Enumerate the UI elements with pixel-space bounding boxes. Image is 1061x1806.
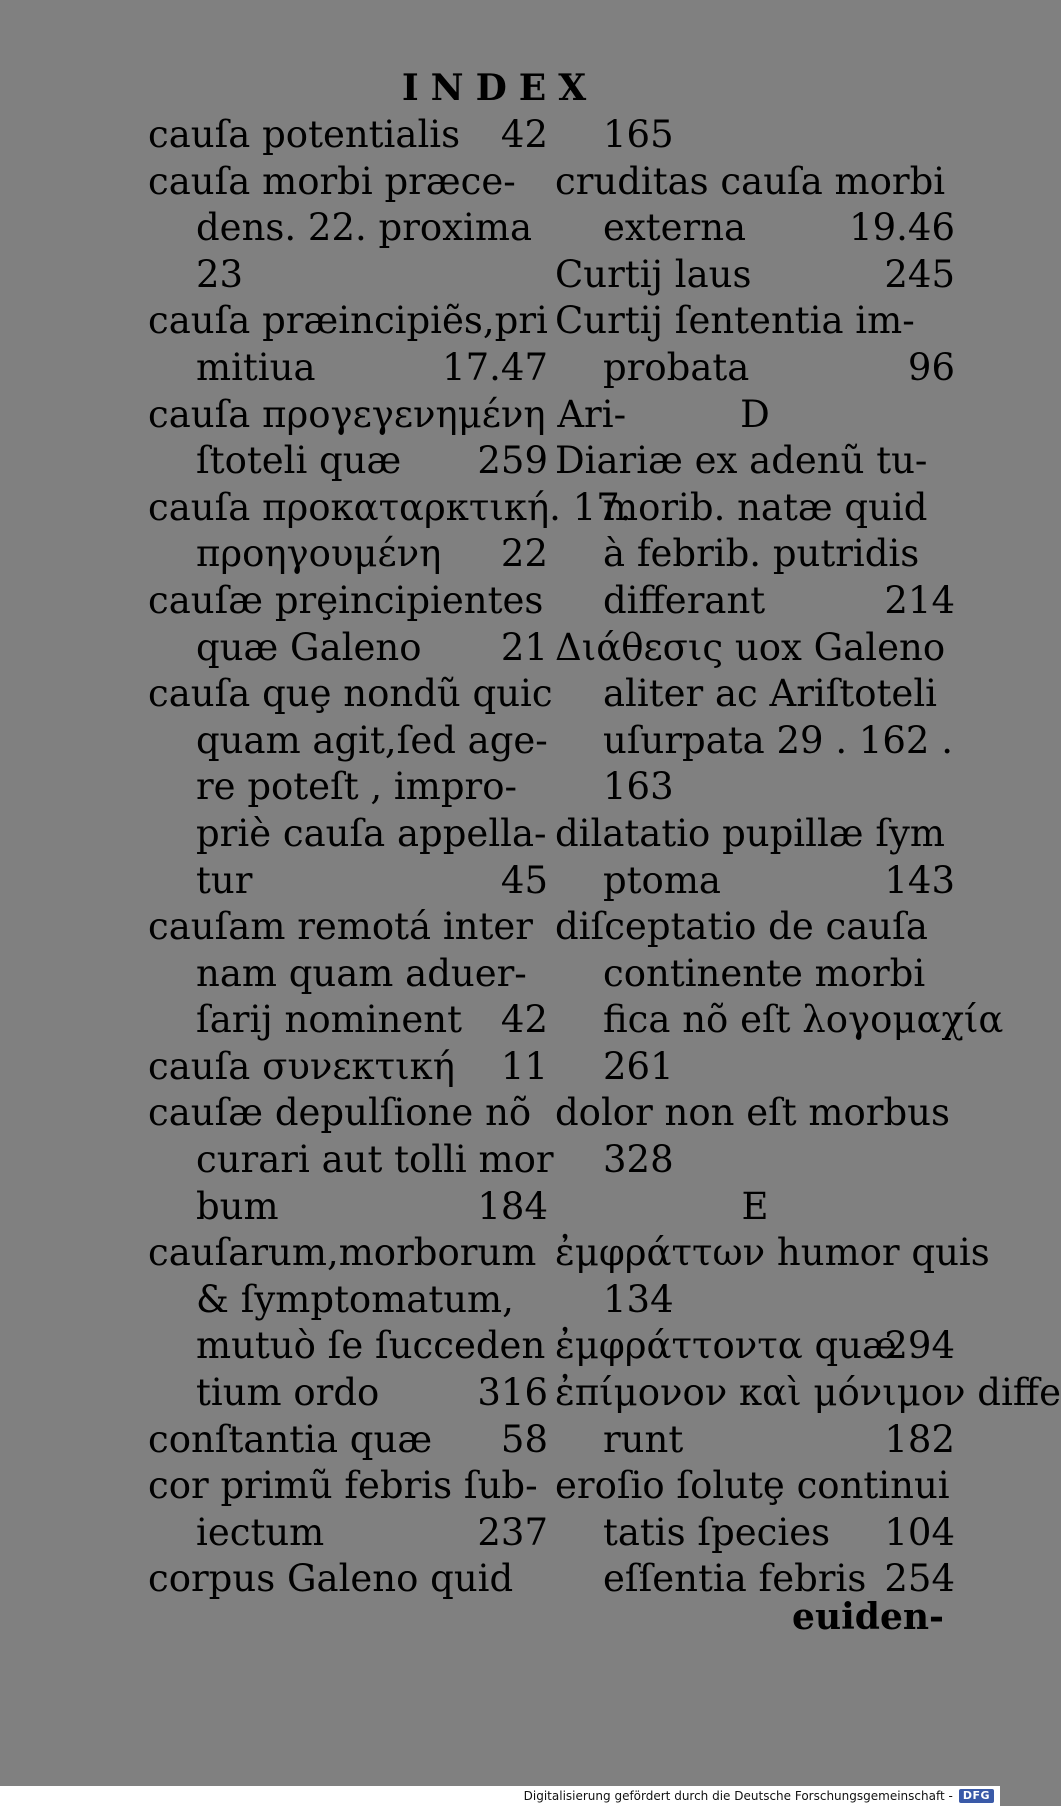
index-entry-text: uſurpata 29 . 162 . [603, 718, 953, 762]
index-entry-text: cauſæ prȩincipientes [148, 578, 544, 622]
index-entry-line [148, 205, 548, 252]
index-entry-line [148, 1556, 548, 1603]
index-entry-text: ἐμφράττοντα quæ [555, 1324, 897, 1368]
index-entry-text: ἐμφράττων humor quis [555, 1231, 990, 1275]
index-entry-text: dolor non eſt morbus [555, 1091, 950, 1135]
page-reference: 214 [884, 578, 955, 622]
index-entry-text: Diariæ ex adenũ tu- [555, 439, 928, 483]
index-entry-text: D [740, 392, 770, 436]
index-entry-line [148, 997, 548, 1044]
index-entry-line [148, 531, 548, 578]
page-reference: 104 [884, 1510, 955, 1554]
digitization-footer [0, 1786, 1000, 1806]
page-reference: 182 [884, 1417, 955, 1461]
index-entry-line [148, 159, 548, 206]
index-entry-line [555, 671, 955, 718]
page-reference: 96 [907, 345, 955, 389]
index-entry-line [148, 1370, 548, 1417]
index-entry-line [148, 1044, 548, 1091]
page-header: INDEX [401, 67, 599, 109]
index-entry-line [555, 205, 955, 252]
index-entry-text: cauſam remotá inter [148, 905, 533, 949]
index-entry-text: fica nõ eſt λογομαχία [603, 998, 1004, 1042]
index-entry-text: aliter ac Ariſtoteli [603, 672, 937, 716]
index-entry-line [555, 1463, 955, 1510]
index-entry-line [148, 718, 548, 765]
index-entry-line [555, 298, 955, 345]
index-entry-line [148, 858, 548, 905]
index-entry-text: corpus Galeno quid [148, 1557, 514, 1601]
index-entry-line [555, 811, 955, 858]
footer-credit-text: Digitalisierung gefördert durch die Deutsche Forschungsgemeinschaft - [523, 1789, 953, 1803]
index-entry-text: cruditas cauſa morbi [555, 159, 946, 203]
index-entry-text: quam agit,ſed age- [196, 718, 548, 762]
index-entry-text: E [741, 1184, 769, 1228]
index-entry-line [555, 858, 955, 905]
index-entry-line [148, 1417, 548, 1464]
index-entry-text: bum [196, 1184, 279, 1228]
index-entry-text: 163 [603, 765, 674, 809]
index-entry-text: re poteſt , impro- [196, 765, 517, 809]
index-entry-line [148, 485, 632, 532]
index-entry-line [555, 1184, 955, 1231]
index-entry-line [148, 1277, 548, 1324]
index-entry-line [148, 578, 548, 625]
page-reference: 21 [500, 625, 548, 669]
page-reference: 42 [500, 113, 548, 156]
index-entry-text: cauſa potentialis [148, 113, 461, 156]
index-entry-text: cauſa προκαταρκτική. 17. [148, 485, 632, 529]
index-entry-text: tur [196, 858, 253, 902]
page-reference: 22 [500, 532, 548, 576]
index-entry-text: Curtij ſententia im- [555, 299, 915, 343]
index-entry-line [148, 345, 548, 392]
index-entry-text: iectum [196, 1510, 325, 1554]
page-reference: 143 [884, 858, 955, 902]
index-entry-text: cauſæ depulſione nõ [148, 1091, 532, 1135]
index-entry-text: cauſarum,morborum [148, 1231, 537, 1275]
index-entry-text: tium ordo [196, 1371, 380, 1415]
index-entry-line [148, 625, 548, 672]
index-entry-text: προηγουμένη [196, 532, 442, 576]
index-entry-line [148, 1137, 554, 1184]
index-entry-line [148, 1463, 548, 1510]
index-entry-text: cor primũ febris ſub- [148, 1464, 538, 1508]
right-index-column [555, 112, 1061, 1603]
page-reference: 58 [500, 1417, 548, 1461]
index-entry-text: differant [603, 578, 766, 622]
index-entry-line [555, 718, 955, 765]
index-entry-text: cauſa præincipiẽs,pri [148, 299, 548, 343]
index-entry-text: Διάθεσις uox Galeno [555, 625, 946, 669]
index-entry-line [555, 159, 955, 206]
index-entry-line [555, 1277, 955, 1324]
index-entry-text: ptoma [603, 858, 721, 902]
index-entry-line [148, 1184, 548, 1231]
index-entry-text: 23 [196, 252, 244, 296]
index-entry-line [148, 1510, 548, 1557]
index-entry-text: morib. natæ quid [603, 485, 928, 529]
index-entry-line [555, 904, 955, 951]
index-entry-text: ſtoteli quæ [196, 439, 402, 483]
index-entry-line [148, 671, 553, 718]
page-reference: 237 [477, 1510, 548, 1554]
index-entry-line [555, 1230, 990, 1277]
index-entry-line [148, 392, 627, 439]
index-entry-line [555, 1510, 955, 1557]
index-entry-text: dens. 22. proxima [196, 206, 533, 250]
index-entry-text: tatis ſpecies [603, 1510, 831, 1554]
index-entry-line [555, 1044, 955, 1091]
page-reference: 42 [500, 998, 548, 1042]
page-reference: 294 [884, 1324, 955, 1368]
page-reference: 19.46 [849, 206, 955, 250]
index-entry-line [555, 112, 955, 159]
index-entry-text: à febrib. putridis [603, 532, 920, 576]
index-entry-line [555, 951, 955, 998]
index-entry-text: cauſa morbi præce- [148, 159, 516, 203]
left-index-column [148, 112, 632, 1603]
index-entry-text: 328 [603, 1138, 674, 1182]
page-reference: 245 [884, 252, 955, 296]
index-entry-text: ſarij nominent [196, 998, 462, 1042]
index-entry-text: mutuò ſe ſucceden [196, 1324, 546, 1368]
index-entry-line [148, 951, 548, 998]
index-entry-line [148, 764, 548, 811]
index-entry-text: diſceptatio de cauſa [555, 905, 928, 949]
index-entry-line [555, 1417, 955, 1464]
index-entry-text: eroſio ſolutȩ continui [555, 1464, 950, 1508]
index-entry-text: dilatatio pupillæ ſym [555, 811, 945, 855]
index-entry-text: runt [603, 1417, 684, 1461]
index-entry-line [555, 1090, 955, 1137]
index-entry-line [148, 298, 548, 345]
index-entry-line [555, 438, 955, 485]
index-entry-text: & ſymptomatum, [196, 1277, 514, 1321]
index-entry-line [555, 345, 955, 392]
index-entry-line [148, 1230, 548, 1277]
index-entry-line [148, 811, 548, 858]
index-entry-line [555, 1137, 955, 1184]
dfg-logo: DFG [959, 1789, 994, 1803]
index-entry-line [148, 1323, 548, 1370]
page-reference: 259 [477, 439, 548, 483]
index-entry-line [555, 625, 955, 672]
index-entry-line [555, 764, 955, 811]
index-entry-text: cauſa quȩ nondũ quic [148, 672, 553, 716]
index-entry-text: 261 [603, 1044, 674, 1088]
index-entry-text: ἐπίμονον καὶ μόνιμον diffe [555, 1371, 1061, 1415]
index-entry-text: Curtij laus [555, 252, 752, 296]
index-entry-text: priè cauſa appella- [196, 811, 547, 855]
index-entry-text: continente morbi [603, 951, 926, 995]
index-entry-text: probata [603, 345, 750, 389]
index-entry-line [555, 997, 1004, 1044]
index-entry-text: mitiua [196, 345, 316, 389]
index-entry-text: quæ Galeno [196, 625, 422, 669]
page-reference: 17.47 [442, 345, 548, 389]
index-entry-text: conſtantia quæ [148, 1417, 433, 1461]
index-entry-line [555, 252, 955, 299]
index-entry-line [148, 112, 548, 159]
index-entry-line [555, 1370, 1061, 1417]
index-entry-text: 134 [603, 1277, 674, 1321]
page-reference: 254 [884, 1557, 955, 1601]
index-entry-text: curari aut tolli mor [196, 1138, 554, 1182]
page-reference: 45 [500, 858, 548, 902]
page-reference: 316 [477, 1371, 548, 1415]
catchword: euiden- [792, 1596, 944, 1638]
index-entry-line [148, 438, 548, 485]
index-entry-line [555, 1323, 955, 1370]
page-reference: 11 [500, 1044, 548, 1088]
index-entry-text: nam quam aduer- [196, 951, 527, 995]
index-entry-line [555, 578, 955, 625]
index-entry-line [148, 252, 548, 299]
index-entry-line [148, 904, 548, 951]
index-entry-text: eſſentia febris [603, 1557, 867, 1601]
index-entry-text: cauſa προγεγενημένη Ari- [148, 392, 627, 436]
index-entry-text: cauſa συνεκτική [148, 1044, 455, 1088]
index-entry-line [555, 392, 955, 439]
index-entry-line [555, 531, 955, 578]
index-entry-line [148, 1090, 548, 1137]
index-entry-text: 165 [603, 113, 674, 156]
index-entry-line [555, 485, 955, 532]
page-reference: 184 [477, 1184, 548, 1228]
index-entry-text: externa [603, 206, 747, 250]
